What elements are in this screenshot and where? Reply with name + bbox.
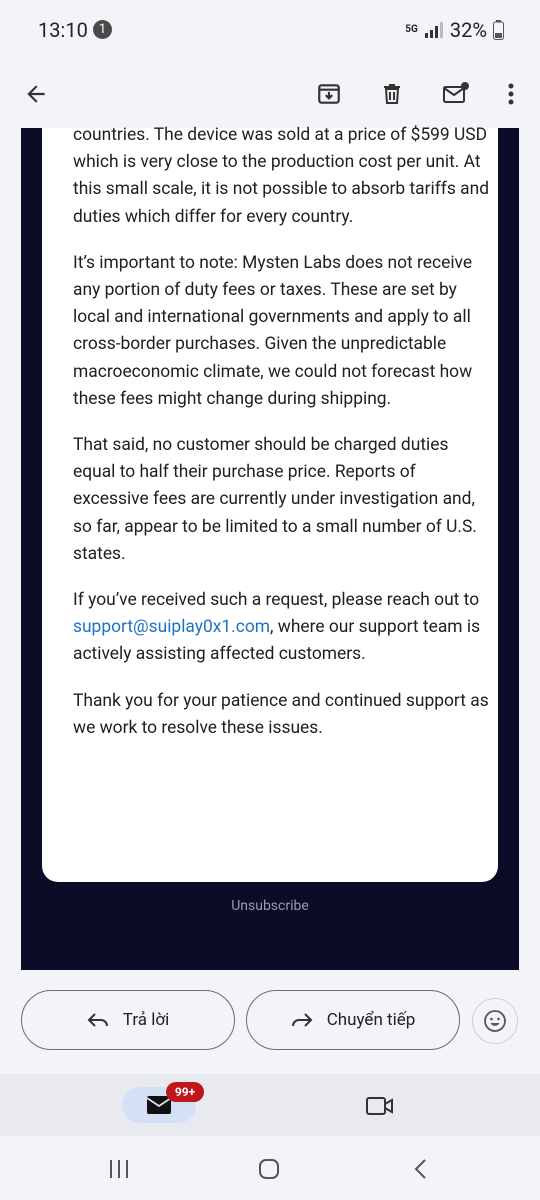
paragraph-5: Thank you for your patience and continued support as we work to resolve these issues. [73,690,489,738]
battery-icon [493,20,504,40]
system-navigation [0,1136,540,1200]
unsubscribe-link[interactable]: Unsubscribe [231,898,309,914]
emoji-icon [483,1009,507,1033]
forward-icon [291,1011,313,1029]
notification-count-badge: 1 [93,20,112,39]
reply-icon [87,1011,109,1029]
reply-label: Trả lời [122,1010,170,1030]
email-body [21,125,519,970]
support-email-link[interactable]: support@suiplay0x1.com [73,617,271,638]
message-text [73,122,493,761]
system-back-icon[interactable] [400,1154,440,1184]
battery-percent: 32% [449,18,487,42]
paragraph-2: It’s important to note: Mysten Labs does not receive any portion of duty fees or taxes. These are set by local and international governments and apply to all cross-border purchases. Given the unpredictable macroeconomic climate, we could not forecast how these fees might change during shipping. [73,252,473,409]
home-icon[interactable] [249,1154,289,1184]
meet-tab[interactable] [362,1088,398,1124]
status-time: 13:10 [38,18,88,42]
signal-icon [424,21,444,39]
back-arrow-icon[interactable] [12,70,60,118]
message-card [42,125,498,882]
more-vert-icon[interactable] [487,70,535,118]
paragraph-3: That said, no customer should be charged duties equal to half their purchase price. Reports of excessive fees are currently under investigation and, so far, appear to be limited to a small number of U.S. states. [73,435,477,564]
mark-unread-icon[interactable] [432,70,480,118]
reply-actions [0,970,540,1074]
forward-label: Chuyển tiếp [326,1010,416,1030]
forward-button[interactable] [246,990,460,1050]
paragraph-1: countries. The device was sold at a price of $599 USD which is very close to the production cost per unit. At this small scale, it is not possible to absorb tariffs and duties which differ for every country. [73,125,489,227]
paragraph-4-prefix: If you’ve received such a request, please reach out to [73,590,480,611]
bottom-navigation [0,1074,540,1136]
paragraph-4-suffix: , where our support team is actively assisting affected customers. [73,617,481,665]
status-indicators [405,18,504,42]
email-toolbar [0,60,540,128]
emoji-reaction-button[interactable] [472,998,518,1044]
delete-icon[interactable] [368,70,416,118]
reply-button[interactable] [21,990,235,1050]
archive-icon[interactable] [305,70,353,118]
unread-count-badge: 99+ [166,1082,204,1102]
network-type: 5G [405,24,418,35]
status-bar [0,0,540,60]
paragraph-4 [73,587,493,669]
recent-apps-icon[interactable] [99,1154,139,1184]
video-camera-icon [366,1096,394,1116]
